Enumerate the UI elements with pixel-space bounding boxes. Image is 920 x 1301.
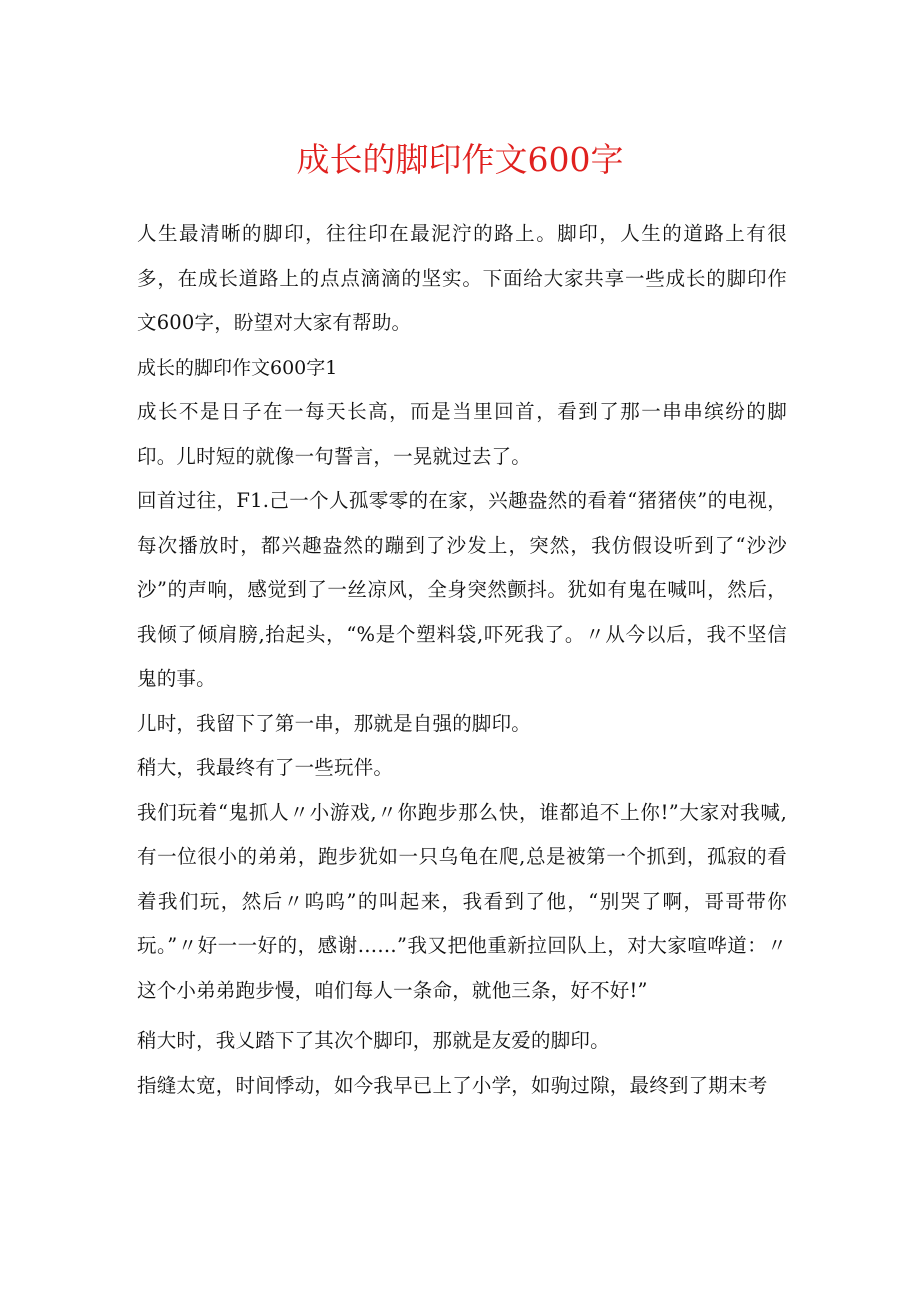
paragraph-intro: 人生最清晰的脚印，往往印在最泥泞的路上。脚印，人生的道路上有很多，在成长道路上的点点滴滴的坚实。下面给大家共享一些成长的脚印作文600字，盼望对大家有帮助。 <box>137 222 787 334</box>
paragraph: 稍大时，我乂踏下了其次个脚印，那就是友爱的脚印。 <box>137 1029 610 1052</box>
document-title: 成长的脚印作文600字 <box>296 140 624 179</box>
paragraph: 稍大，我最终有了一些玩伴。 <box>137 756 394 779</box>
paragraph: 成长不是日子在一每天长高，而是当里回首，看到了那一串串缤纷的脚印。儿时短的就像一句誓言，一晃就过去了。 <box>137 400 787 468</box>
section-heading: 成长的脚印作文600字1 <box>137 356 338 379</box>
paragraph: 指缝太宽，时间悸动，如今我早已上了小学，如驹过隙，最终到了期末考 <box>137 1073 768 1097</box>
paragraph: 我们玩着“鬼抓人〃小游戏,〃你跑步那么快，谁都追不上你!”大家对我喊,有一位很小的弟弟，跑步犹如一只乌龟在爬,总是被第一个抓到，孤寂的看着我们玩，然后〃呜呜”的叫起来，我看到了他，“别哭了啊，哥哥带你玩。”〃好一一好的，感谢……”我又把他重新拉回队上，对大家喧哗道：〃这个小弟弟跑步慢，咱们每人一条命，就他三条，好不好!” <box>137 800 787 1002</box>
document-body <box>137 212 787 1108</box>
paragraph: 回首过往，F1.己一个人孤零零的在家，兴趣盎然的看着“猪猪侠”的电视，每次播放时，都兴趣盎然的蹦到了沙发上，突然，我仿假设听到了“沙沙沙”的声响，感觉到了一丝凉风，全身突然颤抖。犹如有鬼在喊叫，然后，我倾了倾肩膀,抬起头，“%是个塑料袋,吓死我了。〃从今以后，我不坚信鬼的事。 <box>137 489 787 690</box>
paragraph: 儿时，我留下了第一串，那就是自强的脚印。 <box>137 711 532 735</box>
